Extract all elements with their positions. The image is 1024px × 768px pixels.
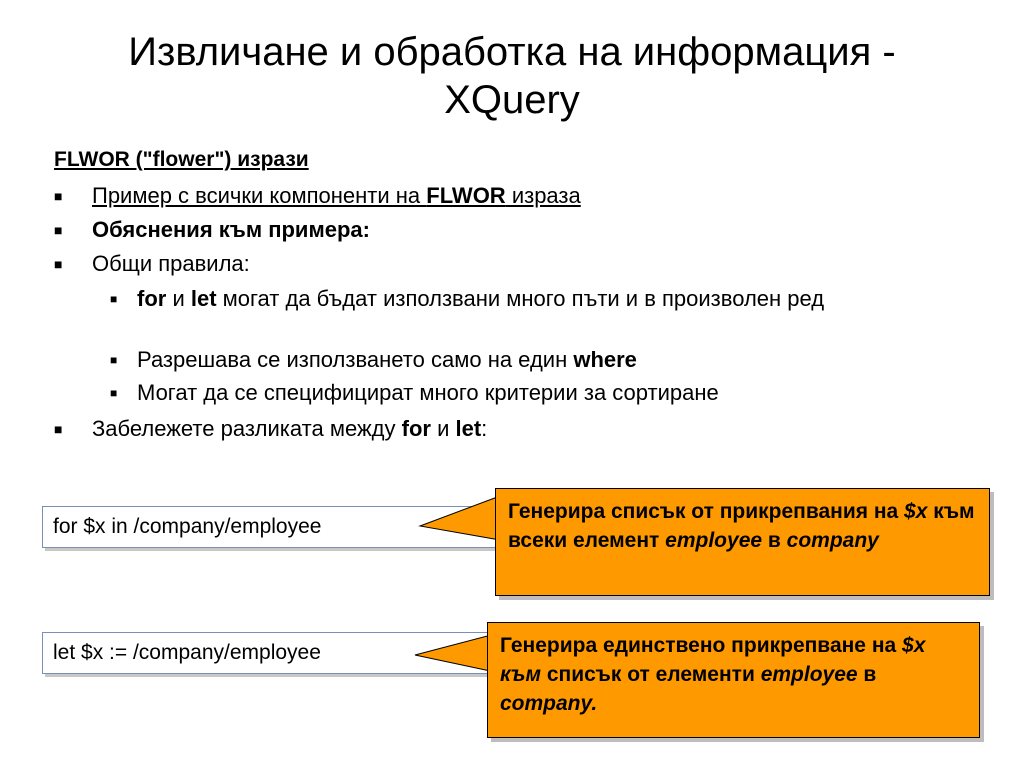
callout-for xyxy=(495,488,990,596)
kw-where: where xyxy=(573,347,637,372)
bullet-bold: FLWOR xyxy=(426,183,506,208)
callout-let xyxy=(487,622,980,738)
callout-element: employee xyxy=(760,663,858,686)
bullet-text: Пример с всички компоненти на xyxy=(92,183,427,208)
bullet-text: Забележете разликата между xyxy=(92,416,402,441)
bullet-marker: ■ xyxy=(54,188,63,204)
code-box-let: let $x := /company/employee xyxy=(42,632,496,674)
bullet-marker: ■ xyxy=(54,256,63,272)
bullet-text: Обяснения към примера: xyxy=(92,217,370,242)
callout-element: employee xyxy=(665,529,763,552)
callout-text: към всеки елемент xyxy=(508,500,975,552)
callout-context: company. xyxy=(500,692,598,715)
kw-for: for xyxy=(137,286,167,311)
callout-var: $x xyxy=(904,500,928,523)
bullet-marker: ■ xyxy=(54,421,63,437)
title-line-2: XQuery xyxy=(444,78,580,122)
callout-text: в xyxy=(762,529,787,552)
sub-text-mid: и xyxy=(166,286,191,311)
callout-var: $x към xyxy=(500,634,926,686)
kw-for: for xyxy=(401,416,431,441)
bullet-text: Общи правила: xyxy=(92,251,250,276)
slide-title xyxy=(40,28,984,124)
code-box-for: for $x in /company/employee xyxy=(42,506,496,548)
sub-text-after: могат да бъдат използвани много пъти и в произволен ред xyxy=(216,286,825,311)
sub-bullet-marker: ■ xyxy=(110,292,118,306)
bullet-text-after: израза xyxy=(505,183,581,208)
callout-text: списък от елементи xyxy=(541,663,761,686)
callout-text: Генерира единствено прикрепване на xyxy=(500,634,903,657)
callout-text: Генерира списък от прикрепвания на xyxy=(508,500,905,523)
bullet-marker: ■ xyxy=(54,222,63,238)
sub-text: Разрешава се използването само на един xyxy=(137,347,574,372)
callout-text: в xyxy=(857,663,877,686)
callout-context: company xyxy=(786,529,879,552)
kw-let: let xyxy=(190,286,217,311)
sub-bullet-marker: ■ xyxy=(110,353,118,367)
sub-text: Могат да се специфицират много критерии за сортиране xyxy=(137,380,719,405)
bullet-text-after: : xyxy=(481,416,488,441)
kw-let: let xyxy=(455,416,482,441)
title-line-1: Извличане и обработка на информация - xyxy=(128,30,896,74)
bullet-text-mid: и xyxy=(430,416,456,441)
sub-bullet-marker: ■ xyxy=(110,386,118,400)
section-heading: FLWOR ("flower") изрази xyxy=(54,148,309,171)
